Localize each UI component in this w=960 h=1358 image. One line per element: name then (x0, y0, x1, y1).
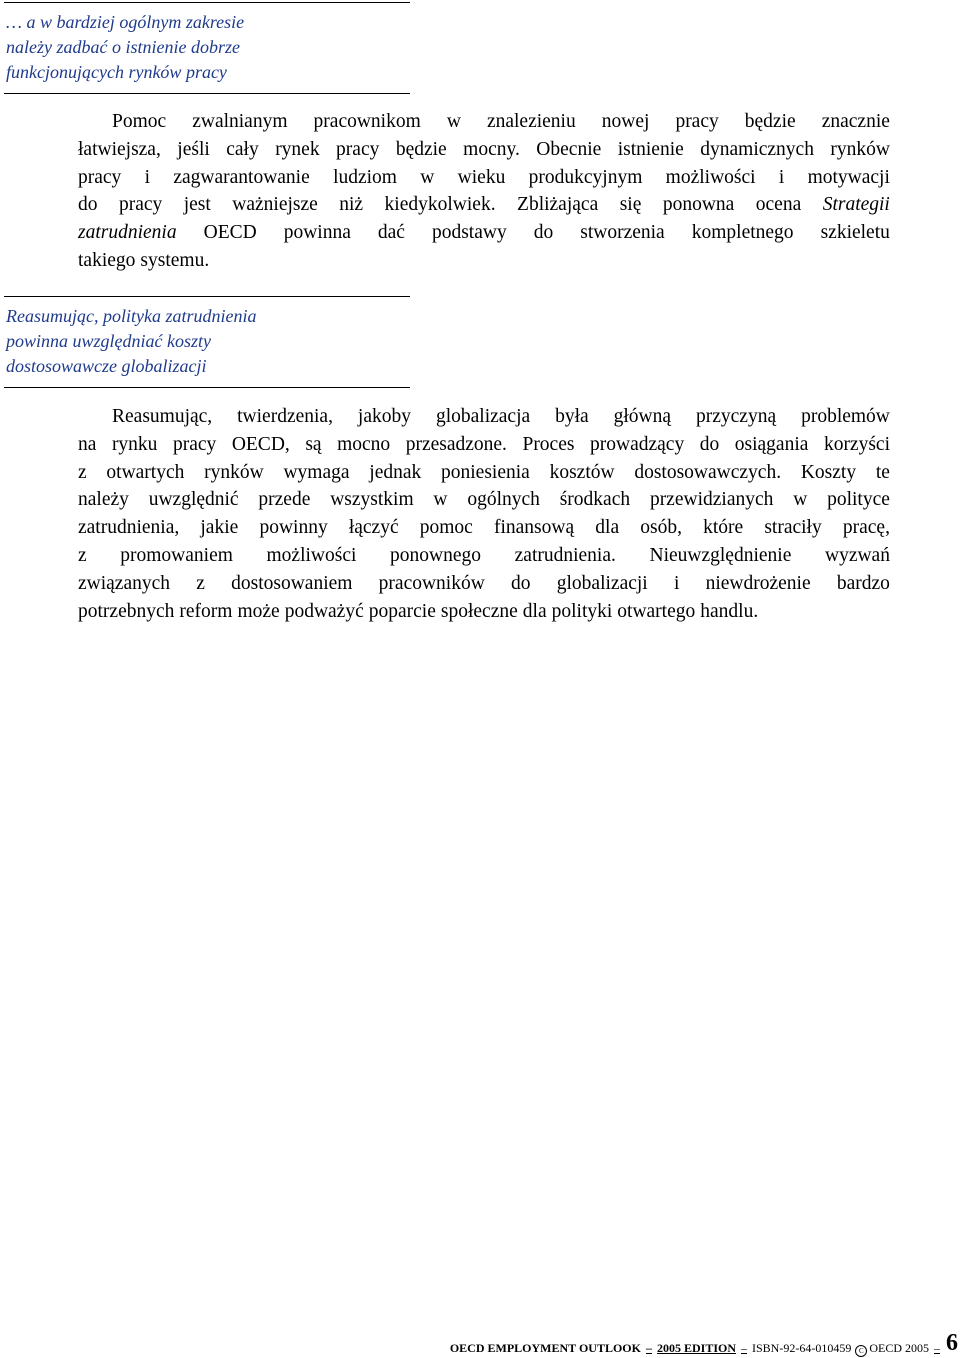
word: pracowników (378, 572, 485, 594)
word: twierdzenia, (237, 406, 333, 427)
word: bardzo (836, 572, 890, 594)
word: są (305, 433, 322, 455)
word: łatwiejsza, (78, 138, 161, 160)
word: i (144, 166, 151, 188)
word: produkcyjnym (528, 166, 643, 188)
word: powinna (283, 222, 351, 244)
word: które (703, 517, 744, 539)
margin-note-line: Reasumując, polityka zatrudnienia (6, 306, 257, 326)
word: otwartego (617, 600, 696, 622)
word: otwartych (106, 461, 185, 483)
word: dać (377, 222, 405, 244)
word: ponowna (662, 194, 735, 216)
margin-note-1 (4, 2, 410, 94)
paragraph-line (78, 431, 890, 459)
word: przesadzone. (405, 433, 507, 455)
word: na (78, 433, 97, 455)
word: Proces (522, 433, 575, 455)
word: powinny (259, 517, 328, 539)
word: w (793, 489, 808, 511)
footer-dash: – (645, 1341, 652, 1355)
word: stworzenia (580, 222, 665, 244)
word: finansową (493, 517, 575, 539)
word: rynków (204, 461, 264, 483)
word: w (420, 166, 435, 188)
word: podstawy (431, 222, 507, 244)
word: była (555, 406, 589, 427)
word: i (778, 166, 785, 188)
word: należy (78, 489, 129, 511)
margin-note-line: funkcjonujących rynków pracy (6, 62, 227, 82)
word: pracy (675, 111, 719, 132)
word: przewidzianych (649, 489, 774, 511)
word: rynków (830, 138, 890, 160)
footer-edition: 2005 EDITION (656, 1341, 736, 1355)
word: OECD, (231, 433, 290, 455)
word: główną (613, 406, 672, 427)
word: motywacji (807, 166, 890, 188)
word: takiego (78, 249, 136, 271)
word: pomoc (419, 517, 473, 539)
margin-note-line: dostosowawcze globalizacji (6, 356, 207, 376)
word: Nieuwzględnienie (649, 544, 792, 566)
word: systemu. (140, 249, 210, 271)
word: Strategii (822, 194, 890, 216)
word: pracy (78, 166, 122, 188)
body-paragraph-2 (78, 403, 890, 625)
word: do (78, 194, 98, 216)
word: niewdrożenie (705, 572, 811, 594)
word: kompletnego (691, 222, 794, 244)
footer-dash: – (741, 1341, 747, 1355)
word: i (673, 572, 680, 594)
paragraph-line (78, 598, 890, 626)
word: zatrudnienia. (514, 544, 616, 566)
word: w (446, 111, 461, 132)
word: Reasumując, (112, 406, 213, 427)
paragraph-line (78, 136, 890, 164)
word: szkieletu (820, 222, 890, 244)
word: polityki (551, 600, 613, 622)
copyright-icon: C (855, 1345, 867, 1357)
footer-dash: – (934, 1341, 940, 1355)
word: prowadzący (590, 433, 685, 455)
word: możliwości (665, 166, 756, 188)
paragraph-line (78, 247, 890, 275)
word: środkach (559, 489, 631, 511)
margin-note-2 (4, 296, 410, 388)
word: dla (595, 517, 620, 539)
word: się (619, 194, 642, 216)
word: przede (258, 489, 311, 511)
word: potrzebnych (78, 600, 175, 622)
paragraph-line (78, 164, 890, 192)
word: możliwości (266, 544, 357, 566)
word: straciły (764, 517, 822, 539)
word: polityce (827, 489, 890, 511)
word: dostosowaniem (231, 572, 353, 594)
word: dostosowawczych. (634, 461, 782, 483)
word: cały (226, 138, 259, 160)
word: zatrudnienia, (78, 517, 180, 539)
word: z (78, 544, 87, 566)
word: poniesienia (441, 461, 530, 483)
paragraph-line (78, 486, 890, 514)
word: niż (339, 194, 364, 216)
word: mocno (337, 433, 391, 455)
page-footer (449, 1330, 958, 1358)
paragraph-line (78, 403, 890, 431)
paragraph-line (78, 570, 890, 598)
word: społeczne (440, 600, 518, 622)
word: związanych (78, 572, 171, 594)
margin-note-line: powinna uwzględniać koszty (6, 331, 211, 351)
word: te (875, 461, 890, 483)
word: do (533, 222, 554, 244)
paragraph-line (78, 191, 890, 219)
word: reform (179, 600, 233, 622)
word: ocena (755, 194, 802, 216)
word: w (433, 489, 448, 511)
word: rynku (111, 433, 158, 455)
word: dla (522, 600, 547, 622)
word: jeśli (177, 138, 210, 160)
word: pracy (172, 433, 217, 455)
word: mocny. (463, 138, 520, 160)
word: Zbliżająca (517, 194, 599, 216)
word: z (196, 572, 205, 594)
word: będzie (744, 111, 796, 132)
word: rynek (275, 138, 320, 160)
word: OECD (203, 222, 257, 244)
word: zatrudnienia (78, 222, 177, 244)
word: ważniejsze (232, 194, 318, 216)
paragraph-line (78, 514, 890, 542)
word: do (699, 433, 720, 455)
paragraph-line (78, 108, 890, 136)
word: zagwarantowanie (173, 166, 310, 188)
word: znacznie (821, 111, 890, 132)
word: pracy (118, 194, 163, 216)
word: zwalnianym (192, 111, 288, 132)
word: jednak (369, 461, 422, 483)
footer-isbn: ISBN-92-64-010459 (752, 1341, 852, 1355)
word: handlu. (700, 600, 759, 622)
margin-note-line: należy zadbać o istnienie dobrze (6, 37, 240, 57)
word: ludziom (333, 166, 397, 188)
word: z (78, 461, 87, 483)
word: nowej (601, 111, 650, 132)
word: wieku (457, 166, 506, 188)
word: poparcie (368, 600, 436, 622)
word: osiągania (734, 433, 809, 455)
paragraph-line (78, 459, 890, 487)
word: znalezieniu (486, 111, 576, 132)
word: może (237, 600, 280, 622)
word: jakoby (357, 406, 411, 427)
word: jakie (200, 517, 239, 539)
word: dynamicznych (700, 138, 814, 160)
word: globalizacji (556, 572, 648, 594)
word: globalizacja (435, 406, 531, 427)
word: będzie (395, 138, 447, 160)
word: ogólnych (467, 489, 540, 511)
margin-note-line: … a w bardziej ogólnym zakresie (6, 12, 245, 32)
word: podważyć (284, 600, 364, 622)
footer-publication: OECD EMPLOYMENT OUTLOOK (449, 1341, 641, 1355)
word: istnienie (617, 138, 684, 160)
page-number: 6 (946, 1330, 958, 1356)
word: ponownego (390, 544, 482, 566)
word: problemów (801, 406, 890, 427)
word: do (511, 572, 531, 594)
word: wyzwań (824, 544, 890, 566)
word: Koszty (800, 461, 857, 483)
word: kosztów (549, 461, 615, 483)
word: promowaniem (120, 544, 233, 566)
word: pracownikom (313, 111, 421, 132)
word: kiedykolwiek. (384, 194, 496, 216)
word: Pomoc (112, 111, 167, 132)
body-paragraph-1 (78, 108, 890, 275)
paragraph-line (78, 219, 890, 247)
word: jest (183, 194, 211, 216)
footer-copyright: OECD 2005 (869, 1341, 929, 1355)
word: pracy (336, 138, 380, 160)
paragraph-line (78, 542, 890, 570)
word: Obecnie (536, 138, 602, 160)
word: uwzględnić (148, 489, 239, 511)
word: łączyć (348, 517, 399, 539)
word: korzyści (823, 433, 890, 455)
word: wymaga (283, 461, 350, 483)
word: pracę, (842, 517, 890, 539)
word: osób, (640, 517, 682, 539)
word: przyczyną (696, 406, 777, 427)
word: wszystkim (330, 489, 414, 511)
